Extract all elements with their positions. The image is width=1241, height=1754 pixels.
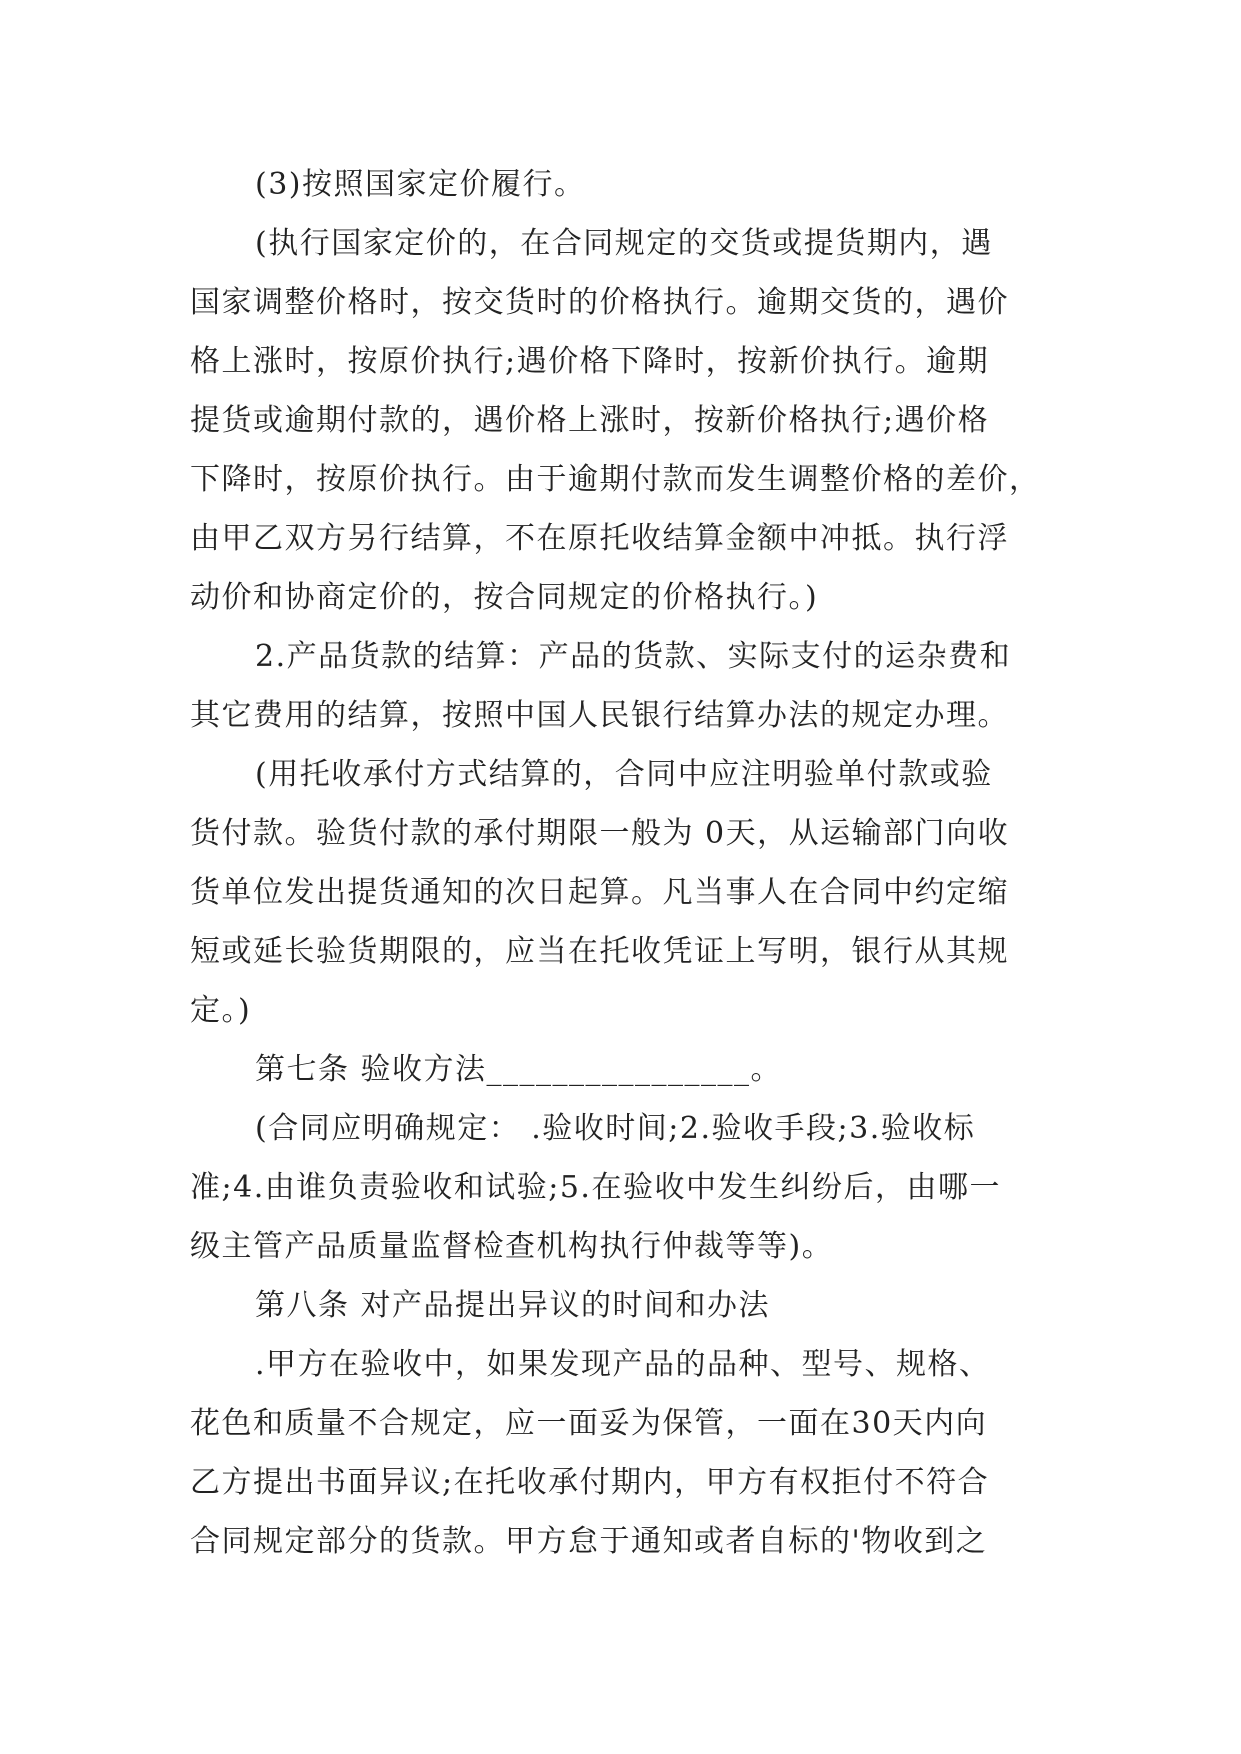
text-line: (用托收承付方式结算的，合同中应注明验单付款或验 [255, 757, 993, 792]
text-line: 第七条 验收方法________________。 [255, 1052, 783, 1087]
text-line: 货单位发出提货通知的次日起算。凡当事人在合同中约定缩 [190, 875, 1009, 910]
text-line: (执行国家定价的，在合同规定的交货或提货期内，遇 [255, 226, 993, 261]
document-body [190, 155, 1070, 1571]
text-line: (合同应明确规定： .验收时间;2.验收手段;3.验收标 [255, 1111, 976, 1146]
text-line: (3)按照国家定价履行。 [255, 167, 586, 202]
text-line: 2.产品货款的结算：产品的货款、实际支付的运杂费和 [255, 639, 1012, 674]
text-line: 其它费用的结算，按照中国人民银行结算办法的规定办理。 [190, 698, 1009, 733]
text-line: 乙方提出书面异议;在托收承付期内，甲方有权拒付不符合 [190, 1465, 990, 1500]
text-line: 下降时，按原价执行。由于逾期付款而发生调整价格的差价， [190, 462, 1041, 497]
text-line: 货付款。验货付款的承付期限一般为 0天，从运输部门向收 [190, 816, 1010, 851]
text-line: 动价和协商定价的，按合同规定的价格执行。) [190, 580, 819, 615]
text-line: 国家调整价格时，按交货时的价格执行。逾期交货的，遇价 [190, 285, 1009, 320]
text-line: 由甲乙双方另行结算，不在原托收结算金额中冲抵。执行浮 [190, 521, 1009, 556]
text-line: 提货或逾期付款的，遇价格上涨时，按新价格执行;遇价格 [190, 403, 990, 438]
text-line: .甲方在验收中，如果发现产品的品种、型号、规格、 [255, 1347, 991, 1382]
text-line: 第八条 对产品提出异议的时间和办法 [255, 1288, 771, 1323]
text-line: 格上涨时，按原价执行;遇价格下降时，按新价执行。逾期 [190, 344, 990, 379]
text-line: 花色和质量不合规定，应一面妥为保管，一面在30天内向 [190, 1406, 988, 1441]
text-line: 定。) [190, 993, 252, 1028]
text-line: 合同规定部分的货款。甲方怠于通知或者自标的'物收到之 [190, 1524, 988, 1559]
text-line: 短或延长验货期限的，应当在托收凭证上写明，银行从其规 [190, 934, 1009, 969]
text-line: 级主管产品质量监督检查机构执行仲裁等等)。 [190, 1229, 834, 1264]
text-line: 准;4.由谁负责验收和试验;5.在验收中发生纠纷后，由哪一 [190, 1170, 1001, 1205]
